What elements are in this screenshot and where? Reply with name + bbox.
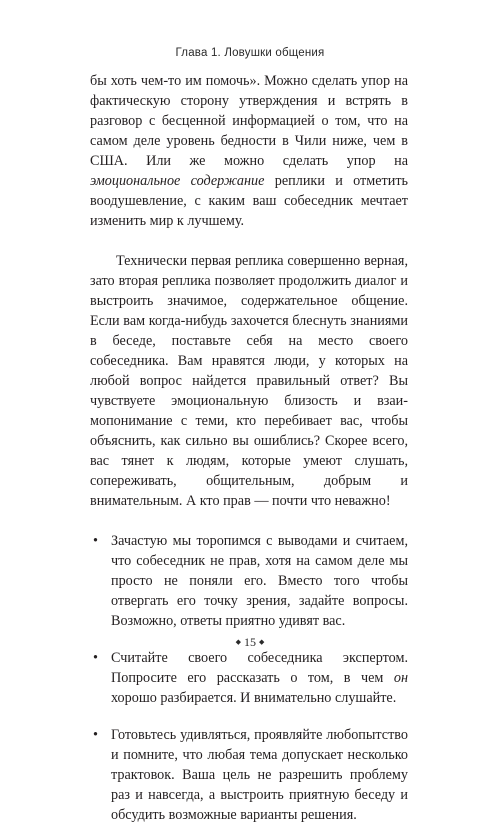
ornament-right-icon: ◆ (259, 638, 265, 646)
bullet-item-2-text-start: Считайте своего собеседника экспертом. Попросите его рассказать о том, в чем (111, 650, 408, 686)
page-body (90, 71, 408, 825)
paragraph-gap (90, 511, 408, 531)
bullet-item-2-text-end: хорошо разбирается. И внимательно слушайте. (111, 690, 397, 706)
paragraph-1-text: бы хоть чем-то им помочь». Можно сделать упор на фактическую сторону утверждения и встрять в разговор с бесценной информацией о том, что на самом деле уровень бедности в Чили ниже, чем в США. Или же можно сделать упор на (90, 73, 408, 169)
bullet-item-2-emphasis: он (393, 670, 408, 686)
bullet-item-3-text: Готовьтесь удивляться, проявляйте любопытство и помните, что любая тема допускает несколько трактовок. Ваша цель не разрешить проблему раз и навсегда, а выстроить приятную беседу и обсудить возможные варианты решения. (111, 727, 408, 823)
paragraph-1-text-end: реплики и отметить воодушевление, с каким ваш собеседник мечтает изменить мир к лучшему. (90, 173, 408, 229)
bullet-marker: • (93, 533, 98, 549)
bullet-item-1 (90, 531, 408, 631)
bullet-list (90, 531, 408, 825)
bullet-marker: • (93, 727, 98, 743)
paragraph-2: Технически первая реплика совершенно верная, зато вторая реплика позволяет продолжить диалог и выстроить значимое, содержательное общение. Если вам когда-нибудь захочется блеснуть знаниями в беседе, поставьте себя на место своего собеседника. Вам нравятся люди, у которых на любой вопрос найдется правильный ответ? Вы чувствуете эмоциональную близость и взаимопонимание с теми, кто перебивает вас, чтобы объяснить, как сильно вы ошиблись? Скорее всего, вас тянет к людям, которые умеют слушать, сопереживать, общительным, добрым и внимательным. А кто прав — почти что неважно! (90, 253, 408, 509)
bullet-item-3 (90, 725, 408, 825)
running-head: Глава 1. Ловушки общения (175, 47, 325, 59)
paragraph-1 (90, 71, 408, 231)
ornament-left-icon: ◆ (235, 638, 241, 646)
paragraph-gap (90, 231, 408, 251)
page-number-value: 15 (244, 635, 256, 649)
paragraph-1-emphasis: эмоциональное содержание (90, 173, 265, 189)
bullet-marker: • (93, 650, 98, 666)
bullet-item-2 (90, 648, 408, 708)
page-number (0, 635, 500, 650)
bullet-item-1-text: Зачастую мы торопимся с выводами и считаем, что собеседник не прав, хотя на самом деле мы просто не поняли его. Вместо того чтобы отвергать его точку зрения, задайте вопросы. Возможно, ответы приятно удивят вас. (111, 533, 408, 629)
bullet-item-2-text (111, 650, 408, 706)
